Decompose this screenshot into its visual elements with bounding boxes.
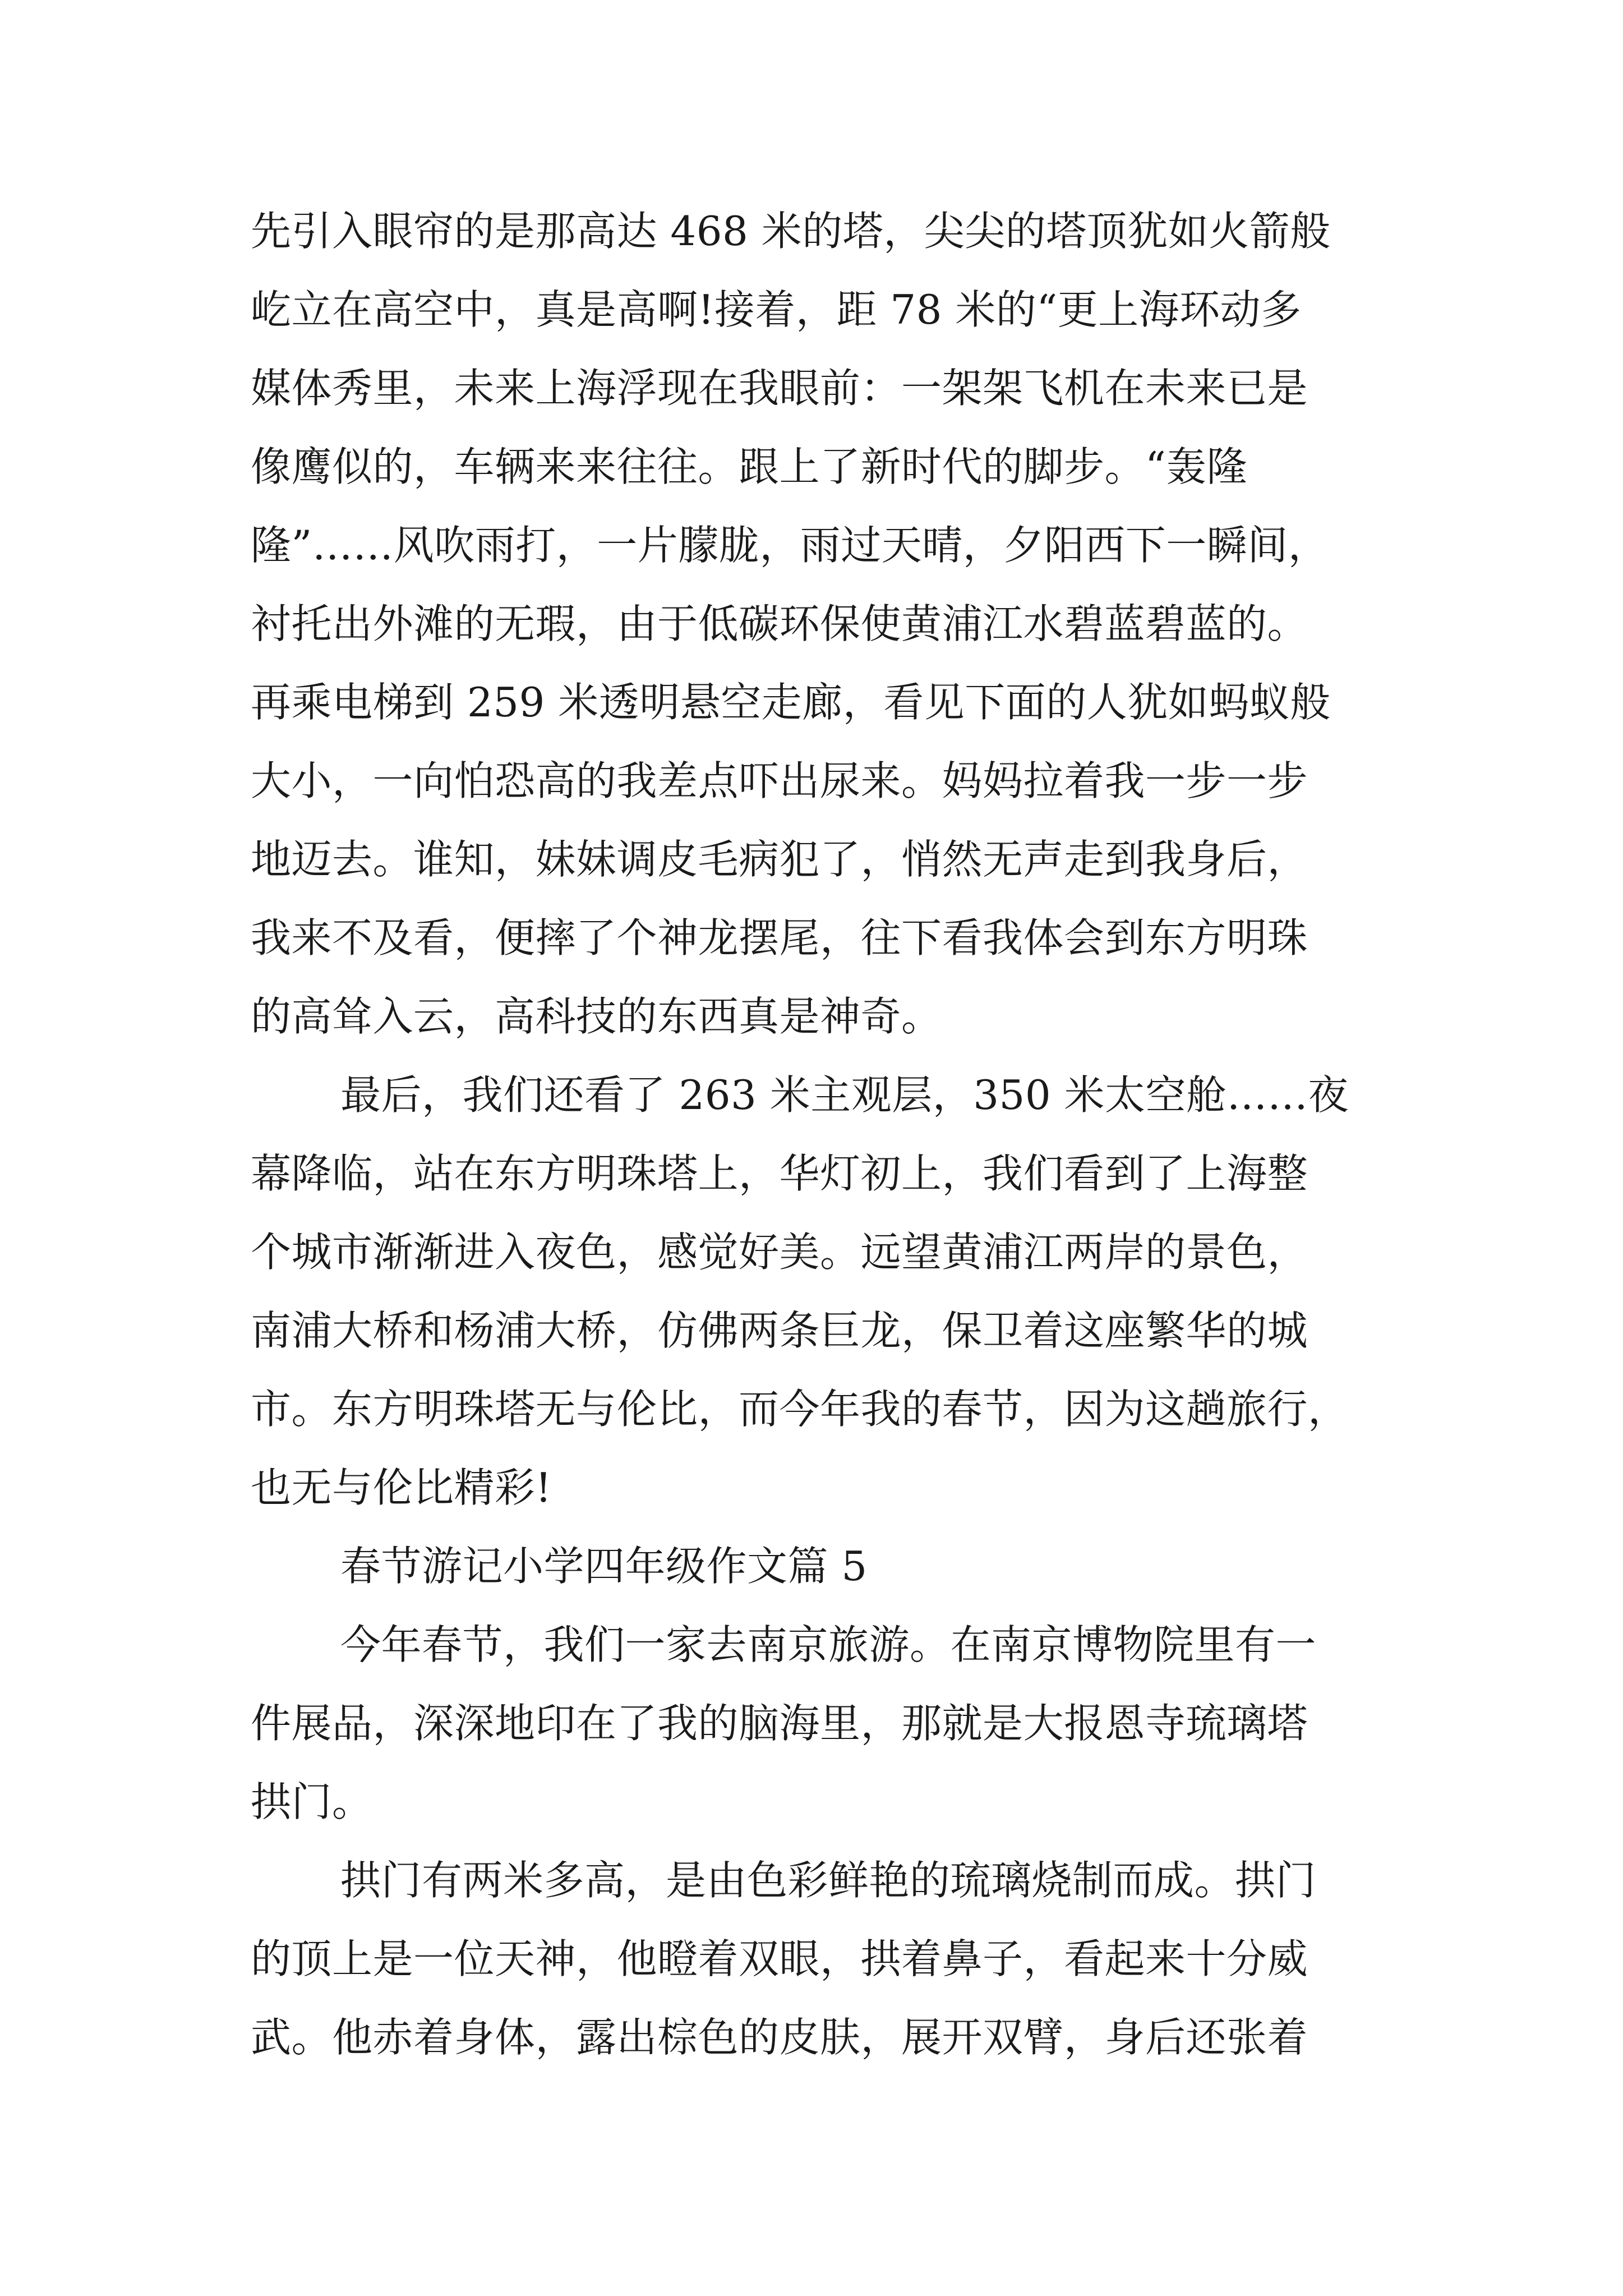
text-line: 件展品，深深地印在了我的脑海里，那就是大报恩寺琉璃塔	[251, 1700, 1308, 1747]
text-line: 先引入眼帘的是那高达 468 米的塔，尖尖的塔顶犹如火箭般	[251, 208, 1331, 255]
text-line: 媒体秀里，未来上海浮现在我眼前：一架架飞机在未来已是	[251, 365, 1308, 412]
text-line: 的顶上是一位天神，他瞪着双眼，拱着鼻子，看起来十分威	[251, 1935, 1308, 1982]
text-line: 拱门有两米多高，是由色彩鲜艳的琉璃烧制而成。拱门	[340, 1857, 1317, 1904]
section-heading: 春节游记小学四年级作文篇 5	[340, 1543, 868, 1590]
text-line: 拱门。	[251, 1778, 373, 1825]
text-line: 市。东方明珠塔无与伦比，而今年我的春节，因为这趟旅行，	[251, 1386, 1349, 1433]
text-line: 屹立在高空中，真是高啊!接着，距 78 米的“更上海环动多	[251, 286, 1302, 333]
text-line: 幕降临，站在东方明珠塔上，华灯初上，我们看到了上海整	[251, 1150, 1308, 1197]
text-line: 我来不及看，便摔了个神龙摆尾，往下看我体会到东方明珠	[251, 914, 1308, 961]
text-line: 衬托出外滩的无瑕，由于低碳环保使黄浦江水碧蓝碧蓝的。	[251, 600, 1308, 647]
text-line: 武。他赤着身体，露出棕色的皮肤，展开双臂，身后还张着	[251, 2014, 1308, 2061]
text-line: 今年春节，我们一家去南京旅游。在南京博物院里有一	[340, 1621, 1317, 1668]
text-line: 地迈去。谁知，妹妹调皮毛病犯了，悄然无声走到我身后，	[251, 836, 1308, 883]
text-line: 南浦大桥和杨浦大桥，仿佛两条巨龙，保卫着这座繁华的城	[251, 1307, 1308, 1354]
text-line: 大小，一向怕恐高的我差点吓出尿来。妈妈拉着我一步一步	[251, 757, 1308, 804]
text-line: 最后，我们还看了 263 米主观层，350 米太空舱……夜	[340, 1071, 1349, 1119]
text-line: 像鹰似的，车辆来来往往。跟上了新时代的脚步。“轰隆	[251, 443, 1248, 490]
text-line: 也无与伦比精彩!	[251, 1464, 552, 1511]
text-line: 的高耸入云，高科技的东西真是神奇。	[251, 993, 942, 1040]
text-line: 再乘电梯到 259 米透明悬空走廊，看见下面的人犹如蚂蚁般	[251, 679, 1331, 726]
text-line: 个城市渐渐进入夜色，感觉好美。远望黄浦江两岸的景色，	[251, 1228, 1308, 1276]
text-line: 隆”……风吹雨打，一片朦胧，雨过天晴，夕阳西下一瞬间，	[251, 522, 1329, 569]
